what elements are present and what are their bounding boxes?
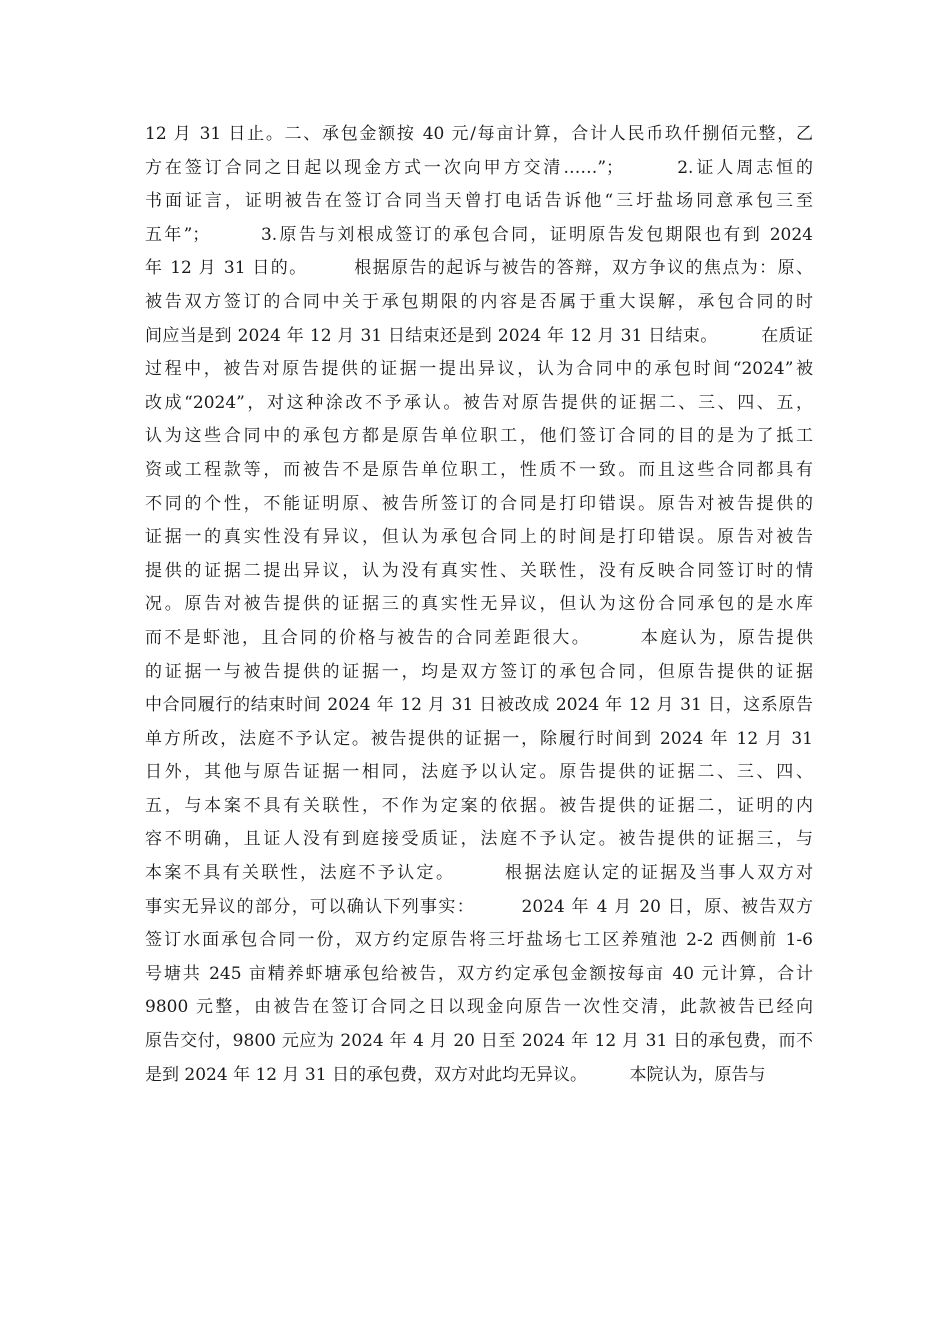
- text-line: 事实无异议的部分，可以确认下列事实： 2024 年 4 月 20 日，原、被告双方: [145, 896, 813, 917]
- text-line: 证据一的真实性没有异议，但认为承包合同上的时间是打印错误。原告对被告: [145, 527, 813, 548]
- text-line: 年 12 月 31 日的。 根据原告的起诉与被告的答辩，双方争议的焦点为：原、: [145, 258, 813, 279]
- text-line: 单方所改，法庭不予认定。被告提供的证据一，除履行时间到 2024 年 12 月 31: [145, 728, 813, 749]
- text-line: 间应当是到 2024 年 12 月 31 日结束还是到 2024 年 12 月 31 日结束。 在质证: [145, 325, 813, 346]
- text-line: 五，与本案不具有关联性，不作为定案的依据。被告提供的证据二，证明的内: [145, 795, 813, 816]
- text-line: 过程中，被告对原告提供的证据一提出异议，认为合同中的承包时间“2024”被: [145, 359, 813, 380]
- text-line: 书面证言，证明被告在签订合同当天曾打电话告诉他“三圩盐场同意承包三至: [145, 191, 813, 212]
- text-line: 签订水面承包合同一份，双方约定原告将三圩盐场七工区养殖池 2-2 西侧前 1-6: [145, 930, 813, 951]
- text-line: 9800 元整，由被告在签订合同之日以现金向原告一次性交清，此款被告已经向: [145, 997, 813, 1018]
- text-line: 资或工程款等，而被告不是原告单位职工，性质不一致。而且这些合同都具有: [145, 459, 813, 480]
- text-line: 中合同履行的结束时间 2024 年 12 月 31 日被改成 2024 年 12 月 31 日，这系原告: [145, 695, 813, 716]
- text-line: 被告双方签订的合同中关于承包期限的内容是否属于重大误解，承包合同的时: [145, 291, 813, 312]
- text-line: 提供的证据二提出异议，认为没有真实性、关联性，没有反映合同签订时的情: [145, 560, 813, 581]
- text-line: 认为这些合同中的承包方都是原告单位职工，他们签订合同的目的是为了抵工: [145, 426, 813, 447]
- text-line: 是到 2024 年 12 月 31 日的承包费，双方对此均无异议。 本院认为，原告与: [145, 1064, 766, 1085]
- text-line: 五年”； 3.原告与刘根成签订的承包合同，证明原告发包期限也有到 2024: [145, 224, 813, 245]
- body-text: [145, 118, 813, 1092]
- text-line: 容不明确，且证人没有到庭接受质证，法庭不予认定。被告提供的证据三，与: [145, 829, 813, 850]
- text-line: 况。原告对被告提供的证据三的真实性无异议，但认为这份合同承包的是水库: [145, 594, 813, 615]
- text-line: 而不是虾池，且合同的价格与被告的合同差距很大。 本庭认为，原告提供: [145, 627, 813, 648]
- text-line: 号塘共 245 亩精养虾塘承包给被告，双方约定承包金额按每亩 40 元计算，合计: [145, 963, 813, 984]
- text-line: 方在签订合同之日起以现金方式一次向甲方交清……”； 2.证人周志恒的: [145, 157, 813, 178]
- text-line: 本案不具有关联性，法庭不予认定。 根据法庭认定的证据及当事人双方对: [145, 863, 813, 884]
- text-line: 原告交付，9800 元应为 2024 年 4 月 20 日至 2024 年 12 月 31 日的承包费，而不: [145, 1031, 813, 1052]
- text-line: 12 月 31 日止。二、承包金额按 40 元/每亩计算，合计人民币玖仟捌佰元整，乙: [145, 124, 813, 144]
- text-line: 的证据一与被告提供的证据一，均是双方签订的承包合同，但原告提供的证据: [145, 661, 813, 682]
- text-line: 日外，其他与原告证据一相同，法庭予以认定。原告提供的证据二、三、四、: [145, 762, 813, 783]
- text-line: 不同的个性，不能证明原、被告所签订的合同是打印错误。原告对被告提供的: [145, 493, 813, 514]
- text-line: 改成“2024”，对这种涂改不予承认。被告对原告提供的证据二、三、四、五，: [145, 392, 813, 413]
